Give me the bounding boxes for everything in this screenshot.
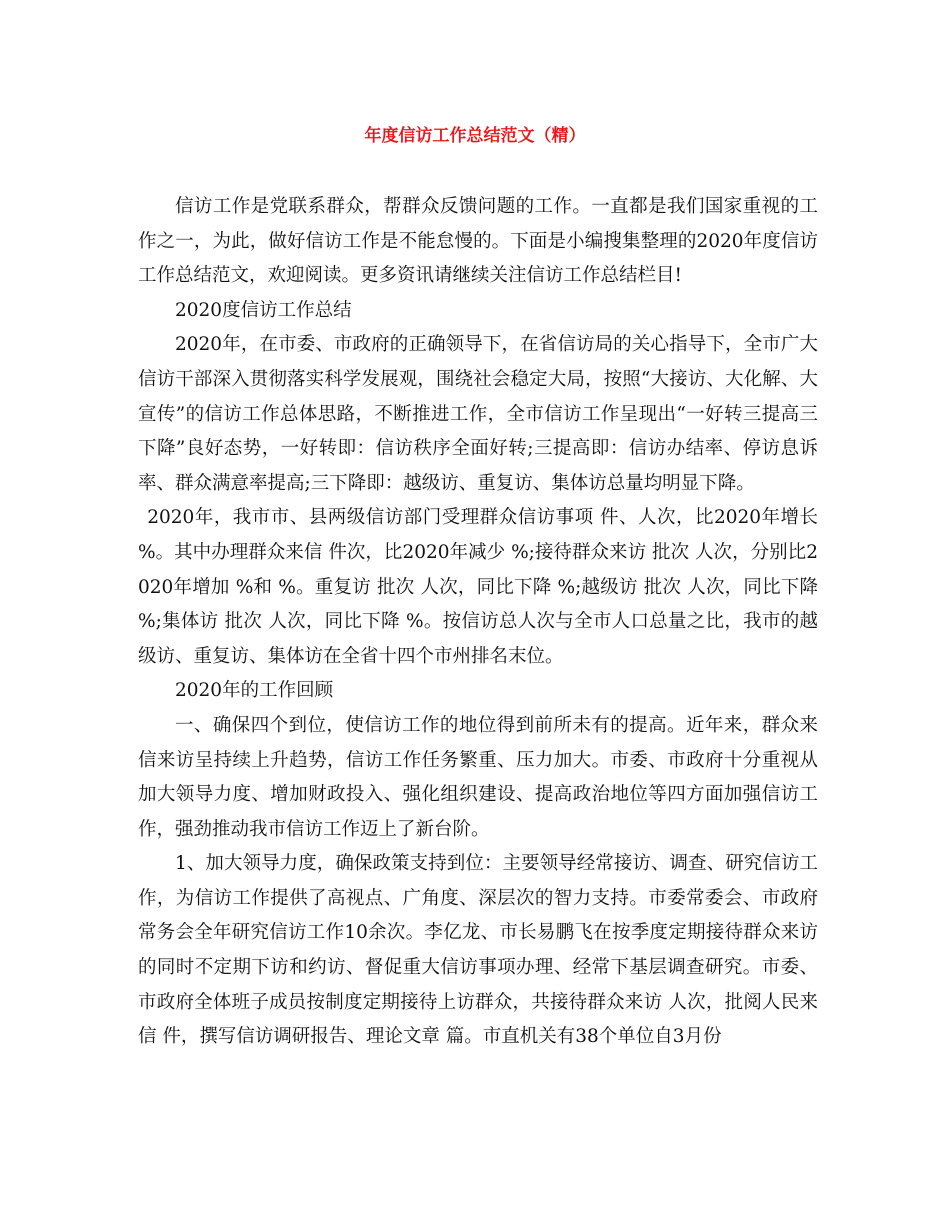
document-title: 年度信访工作总结范文（精）: [364, 126, 586, 146]
paragraph-statistics: 2020年，我市市、县两级信访部门受理群众信访事项 件、人次，比2020年增长 %。其中办理群众来信 件次，比2020年减少 %;接待群众来访 批次 人次，分别比2020年增加 %和 %。重复访 批次 人次，同比下降 %;越级访 批次 人次，同比下降 %;集体访 批次 人次，同比下降 %。按信访总人次与全市人口总量之比，我市的越级访、重复访、集体访在全省十四个市州排名末位。: [138, 507, 818, 667]
section-heading-2020-summary: 2020度信访工作总结: [175, 299, 352, 321]
paragraph-four-measures: 一、确保四个到位，使信访工作的地位得到前所未有的提高。近年来，群众来信来访呈持续上升趋势，信访工作任务繁重、压力加大。市委、市政府十分重视从加大领导力度、增加财政投入、强化组织建设、提高政治地位等四方面加强信访工作，强劲推动我市信访工作迈上了新台阶。: [138, 714, 818, 840]
section-heading-work-review: 2020年的工作回顾: [175, 680, 334, 702]
document-body: [138, 190, 818, 1055]
paragraph-overview: 2020年，在市委、市政府的正确领导下，在省信访局的关心指导下，全市广大信访干部深入贯彻落实科学发展观，围绕社会稳定大局，按照“大接访、大化解、大宣传”的信访工作总体思路，不断推进工作，全市信访工作呈现出“一好转三提高三下降”良好态势，一好转即：信访秩序全面好转;三提高即：信访办结率、停访息诉率、群众满意率提高;三下降即：越级访、重复访、集体访总量均明显下降。: [138, 334, 818, 494]
paragraph-intro: 信访工作是党联系群众，帮群众反馈问题的工作。一直都是我们国家重视的工作之一，为此，做好信访工作是不能怠慢的。下面是小编搜集整理的2020年度信访工作总结范文，欢迎阅读。更多资讯请继续关注信访工作总结栏目!: [138, 196, 818, 287]
paragraph-leadership: 1、加大领导力度，确保政策支持到位：主要领导经常接访、调查、研究信访工作，为信访工作提供了高视点、广角度、深层次的智力支持。市委常委会、市政府常务会全年研究信访工作10余次。李亿龙、市长易鹏飞在按季度定期接待群众来访的同时不定期下访和约访、督促重大信访事项办理、经常下基层调查研究。市委、市政府全体班子成员按制度定期接待上访群众，共接待群众来访 人次，批阅人民来信 件，撰写信访调研报告、理论文章 篇。市直机关有38个单位自3月份: [138, 853, 818, 1048]
